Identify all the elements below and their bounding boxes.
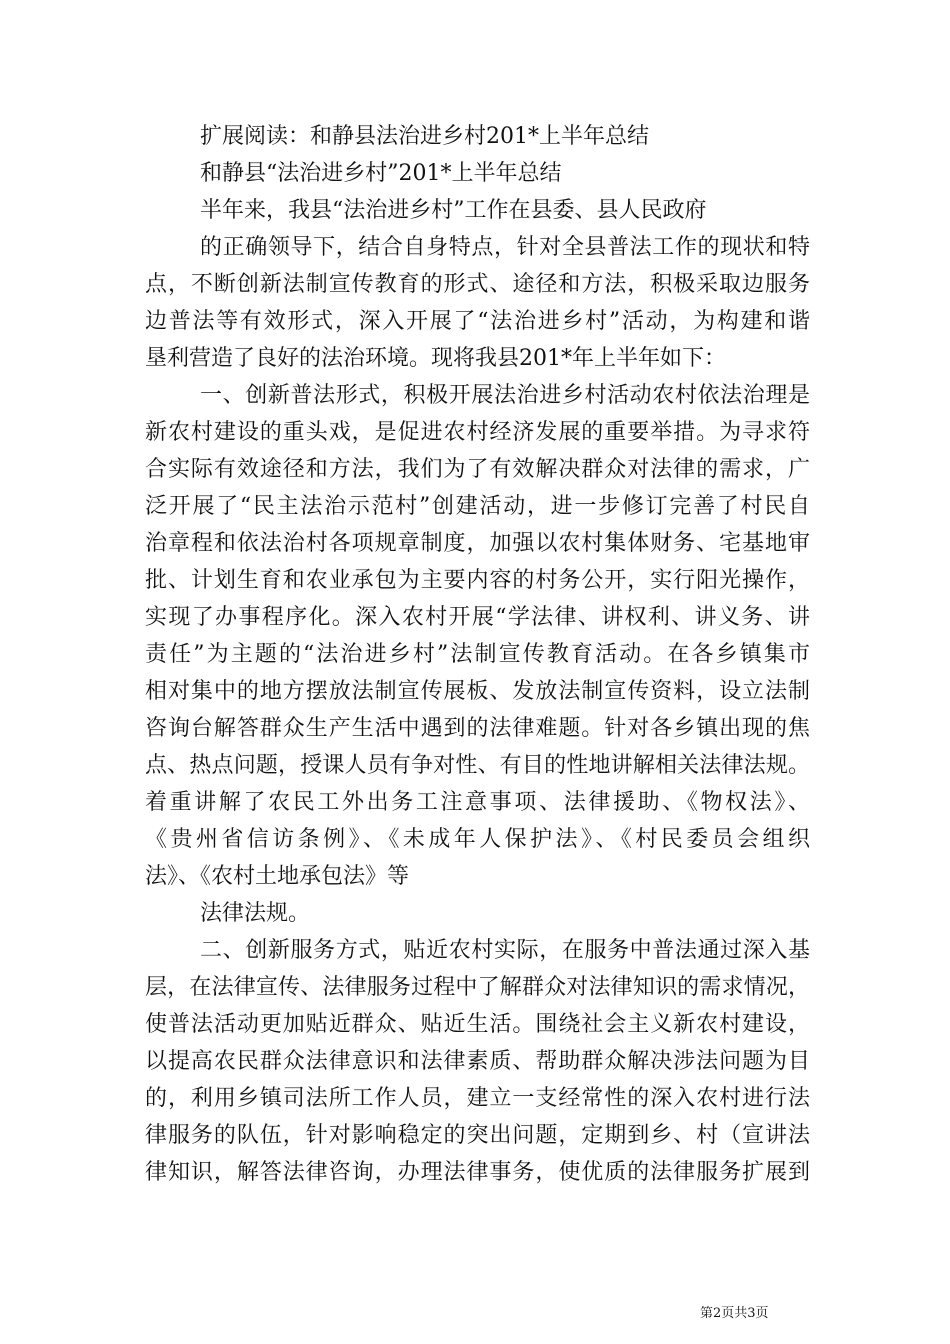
text-line: 的正确领导下，结合自身特点，针对全县普法工作的现状和特 [200, 235, 810, 260]
text-line: 法律法规。 [200, 901, 311, 926]
text-line: 合实际有效途径和方法，我们为了有效解决群众对法律的需求，广 [145, 457, 810, 482]
text-line: 二、创新服务方式，贴近农村实际，在服务中普法通过深入基 [200, 938, 810, 963]
page-number: 第2页共3页 [700, 1306, 769, 1321]
text-line: 点、热点问题，授课人员有争对性、有目的性地讲解相关法律法规。 [145, 753, 810, 778]
text-line: 的，利用乡镇司法所工作人员，建立一支经常性的深入农村进行法 [145, 1086, 810, 1111]
text-line: 着重讲解了农民工外出务工注意事项、法律援助、《物权法》、 [145, 790, 810, 815]
text-line: 点，不断创新法制宣传教育的形式、途径和方法，积极采取边服务 [145, 272, 810, 297]
text-line: 法》、《农村土地承包法》等 [145, 864, 410, 889]
text-line: 新农村建设的重头戏，是促进农村经济发展的重要举措。为寻求符 [145, 420, 810, 445]
text-line: 律知识，解答法律咨询，办理法律事务，使优质的法律服务扩展到 [145, 1160, 810, 1185]
text-line: 半年来，我县“法治进乡村”工作在县委、县人民政府 [200, 198, 707, 223]
text-line: 咨询台解答群众生产生活中遇到的法律难题。针对各乡镇出现的焦 [145, 716, 810, 741]
text-line: 以提高农民群众法律意识和法律素质、帮助群众解决涉法问题为目 [145, 1049, 810, 1074]
text-line: 责任”为主题的“法治进乡村”法制宣传教育活动。在各乡镇集市 [145, 642, 810, 667]
document-body [145, 118, 810, 1191]
text-line: 泛开展了“民主法治示范村”创建活动，进一步修订完善了村民自 [145, 494, 810, 519]
text-line: 层，在法律宣传、法律服务过程中了解群众对法律知识的需求情况， [145, 975, 810, 1000]
text-line: 使普法活动更加贴近群众、贴近生活。围绕社会主义新农村建设， [145, 1012, 810, 1037]
text-line: 扩展阅读：和静县法治进乡村201*上半年总结 [200, 124, 649, 149]
text-line: 相对集中的地方摆放法制宣传展板、发放法制宣传资料，设立法制 [145, 679, 810, 704]
text-line: 律服务的队伍，针对影响稳定的突出问题，定期到乡、村（宣讲法 [145, 1123, 810, 1148]
text-line: 实现了办事程序化。深入农村开展“学法律、讲权利、讲义务、讲 [145, 605, 810, 630]
text-line: 批、计划生育和农业承包为主要内容的村务公开，实行阳光操作， [145, 568, 810, 593]
text-line: 边普法等有效形式，深入开展了“法治进乡村”活动，为构建和谐 [145, 309, 810, 334]
text-line: 和静县“法治进乡村”201*上半年总结 [200, 161, 562, 186]
text-line: 一、创新普法形式，积极开展法治进乡村活动农村依法治理是 [200, 383, 810, 408]
text-line: 治章程和依法治村各项规章制度，加强以农村集体财务、宅基地审 [145, 531, 810, 556]
text-line: 《贵州省信访条例》、《未成年人保护法》、《村民委员会组织 [145, 827, 810, 852]
text-line: 垦利营造了良好的法治环境。现将我县201*年上半年如下： [145, 346, 726, 371]
